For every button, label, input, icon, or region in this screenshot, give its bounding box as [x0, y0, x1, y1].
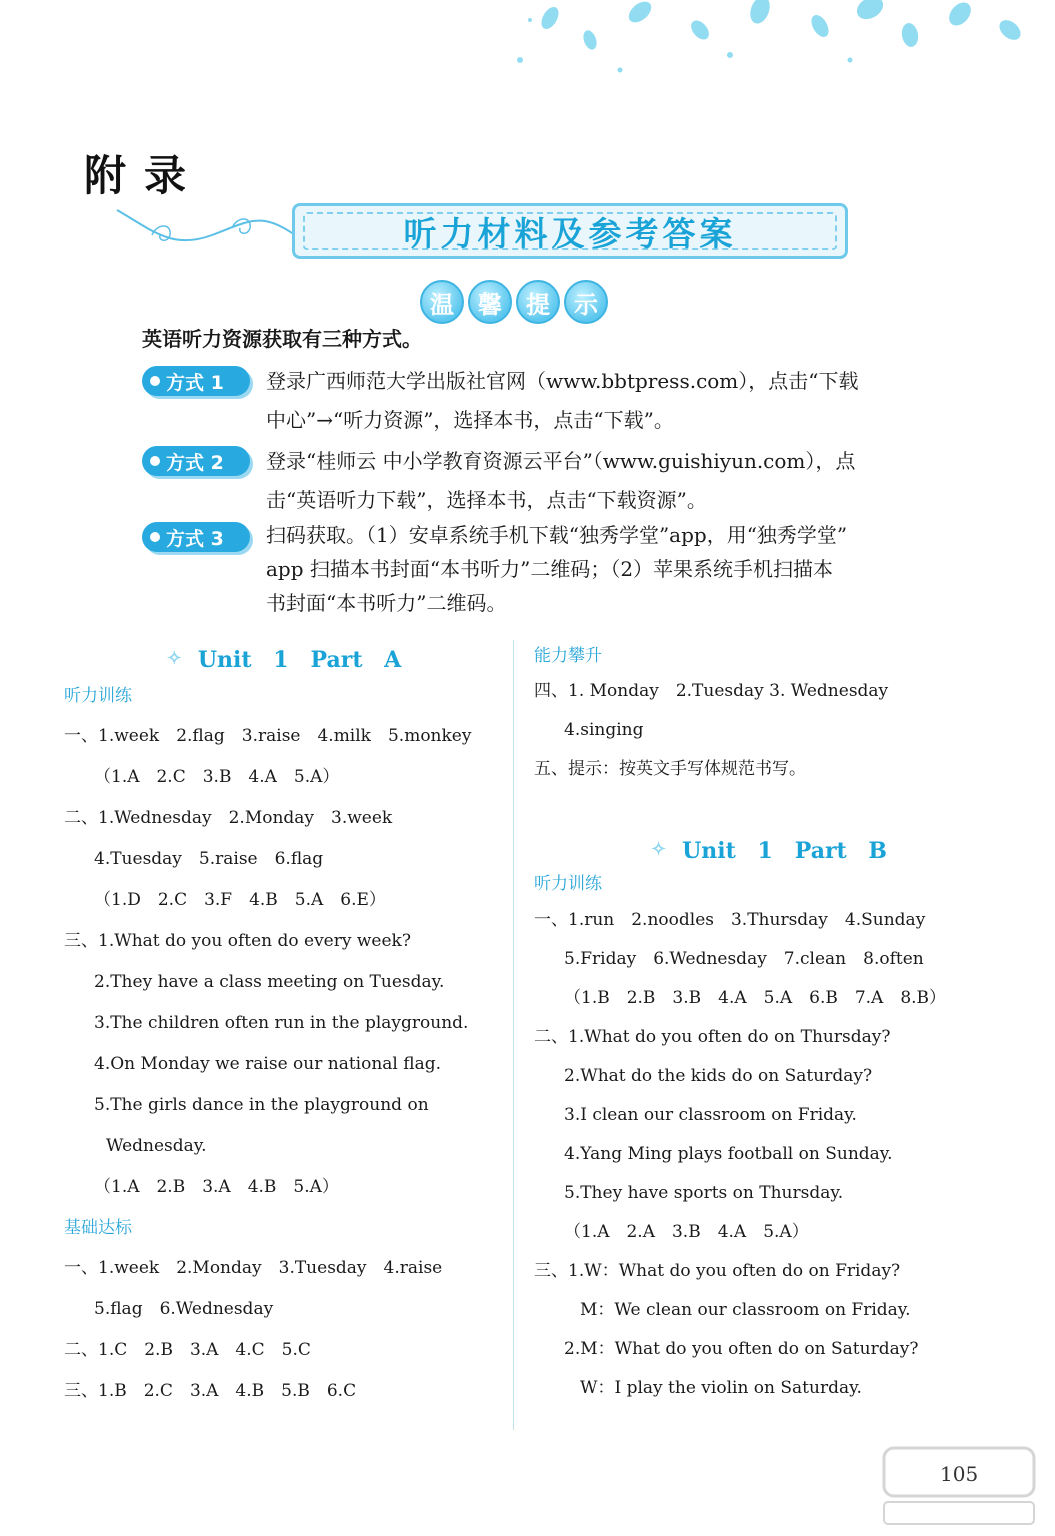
method-line: 书封面“本书听力”二维码。	[266, 591, 507, 615]
answer-line: （1.D 2.C 3.F 4.B 5.A 6.E）	[94, 890, 386, 910]
tip-char: 温	[420, 280, 464, 324]
answer-line: M：We clean our classroom on Friday.	[580, 1300, 911, 1320]
right-column	[534, 640, 1004, 1408]
method-label: 方式 2	[142, 446, 250, 476]
section-heading: 听力训练	[534, 874, 602, 894]
leaf-decoration	[440, 0, 1055, 90]
column-divider	[513, 640, 514, 1430]
method-line: 扫码获取。（1）安卓系统手机下载“独秀学堂”app，用“独秀学堂”	[266, 523, 848, 547]
answer-line: Wednesday.	[106, 1136, 207, 1156]
answer-line: 4.Tuesday 5.raise 6.flag	[94, 849, 324, 869]
section-heading: 能力攀升	[534, 646, 602, 666]
answer-line: 2.M：What do you often do on Saturday?	[564, 1339, 919, 1359]
intro-text: 英语听力资源获取有三种方式。	[142, 327, 422, 351]
answer-line: 4.Yang Ming plays football on Sunday.	[564, 1144, 893, 1164]
method-line: 击“英语听力下载”，选择本书，点击“下载资源”。	[266, 488, 707, 512]
answer-line: 二、1.Wednesday 2.Monday 3.week	[64, 808, 393, 828]
answer-line: 四、1. Monday 2.Tuesday 3. Wednesday	[534, 681, 889, 701]
answer-line: （1.A 2.B 3.A 4.B 5.A）	[94, 1177, 339, 1197]
unit-heading: ✧ Unit 1 Part A	[166, 646, 402, 673]
method-1	[142, 362, 902, 440]
left-column	[64, 640, 504, 1412]
answer-line: 一、1.week 2.flag 3.raise 4.milk 5.monkey	[64, 726, 472, 746]
dot-icon	[150, 376, 160, 386]
method-line: 登录广西师范大学出版社官网（www.bbtpress.com），点击“下载	[266, 369, 859, 393]
answer-line: 三、1.What do you often do every week?	[64, 931, 411, 951]
answer-line: （1.A 2.A 3.B 4.A 5.A）	[564, 1222, 809, 1242]
answer-line: 三、1.B 2.C 3.A 4.B 5.B 6.C	[64, 1381, 357, 1401]
butterfly-icon: ✧	[651, 838, 667, 860]
answer-line: W：I play the violin on Saturday.	[580, 1378, 862, 1398]
method-2	[142, 442, 902, 520]
method-line: 登录“桂师云 中小学教育资源云平台”（www.guishiyun.com），点	[266, 449, 856, 473]
answer-line: 五、提示：按英文手写体规范书写。	[534, 759, 806, 779]
answer-line: 二、1.C 2.B 3.A 4.C 5.C	[64, 1340, 311, 1360]
answer-line: 3.The children often run in the playground.	[94, 1013, 469, 1033]
answer-line: （1.A 2.C 3.B 4.A 5.A）	[94, 767, 340, 787]
dot-icon	[150, 456, 160, 466]
watermark-logo	[880, 1440, 1040, 1530]
answer-line: 4.singing	[564, 720, 644, 740]
method-3	[142, 518, 902, 620]
method-line: 中心”→“听力资源”，选择本书，点击“下载”。	[266, 408, 674, 432]
unit-heading: ✧ Unit 1 Part B	[651, 837, 887, 864]
answer-line: 2.They have a class meeting on Tuesday.	[94, 972, 445, 992]
tip-char: 示	[564, 280, 608, 324]
answer-line: 5.Friday 6.Wednesday 7.clean 8.often	[564, 949, 924, 969]
answer-line: 二、1.What do you often do on Thursday?	[534, 1027, 891, 1047]
butterfly-icon: ✧	[166, 647, 182, 669]
answer-line: 4.On Monday we raise our national flag.	[94, 1054, 442, 1074]
answer-line: （1.B 2.B 3.B 4.A 5.A 6.B 7.A 8.B）	[564, 988, 947, 1008]
section-heading: 听力训练	[64, 686, 132, 706]
answer-line: 一、1.run 2.noodles 3.Thursday 4.Sunday	[534, 910, 926, 930]
section-heading: 基础达标	[64, 1218, 132, 1238]
banner	[292, 203, 848, 259]
answer-line: 3.I clean our classroom on Friday.	[564, 1105, 857, 1125]
answer-line: 2.What do the kids do on Saturday?	[564, 1066, 873, 1086]
tips-badge	[420, 280, 608, 324]
answer-line: 一、1.week 2.Monday 3.Tuesday 4.raise	[64, 1258, 443, 1278]
method-label: 方式 3	[142, 522, 250, 552]
dot-icon	[150, 532, 160, 542]
answer-line: 5.flag 6.Wednesday	[94, 1299, 274, 1319]
tip-char: 提	[516, 280, 560, 324]
tip-char: 馨	[468, 280, 512, 324]
page-number: 105	[940, 1462, 979, 1486]
appendix-title: 附录	[84, 151, 205, 200]
answer-line: 5.They have sports on Thursday.	[564, 1183, 844, 1203]
answer-line: 5.The girls dance in the playground on	[94, 1095, 429, 1115]
method-label: 方式 1	[142, 366, 250, 396]
answer-line: 三、1.W：What do you often do on Friday?	[534, 1261, 901, 1281]
method-line: app 扫描本书封面“本书听力”二维码；（2）苹果系统手机扫描本	[266, 557, 834, 581]
banner-title: 听力材料及参考答案	[403, 213, 737, 253]
swirl-ornament	[112, 200, 312, 260]
